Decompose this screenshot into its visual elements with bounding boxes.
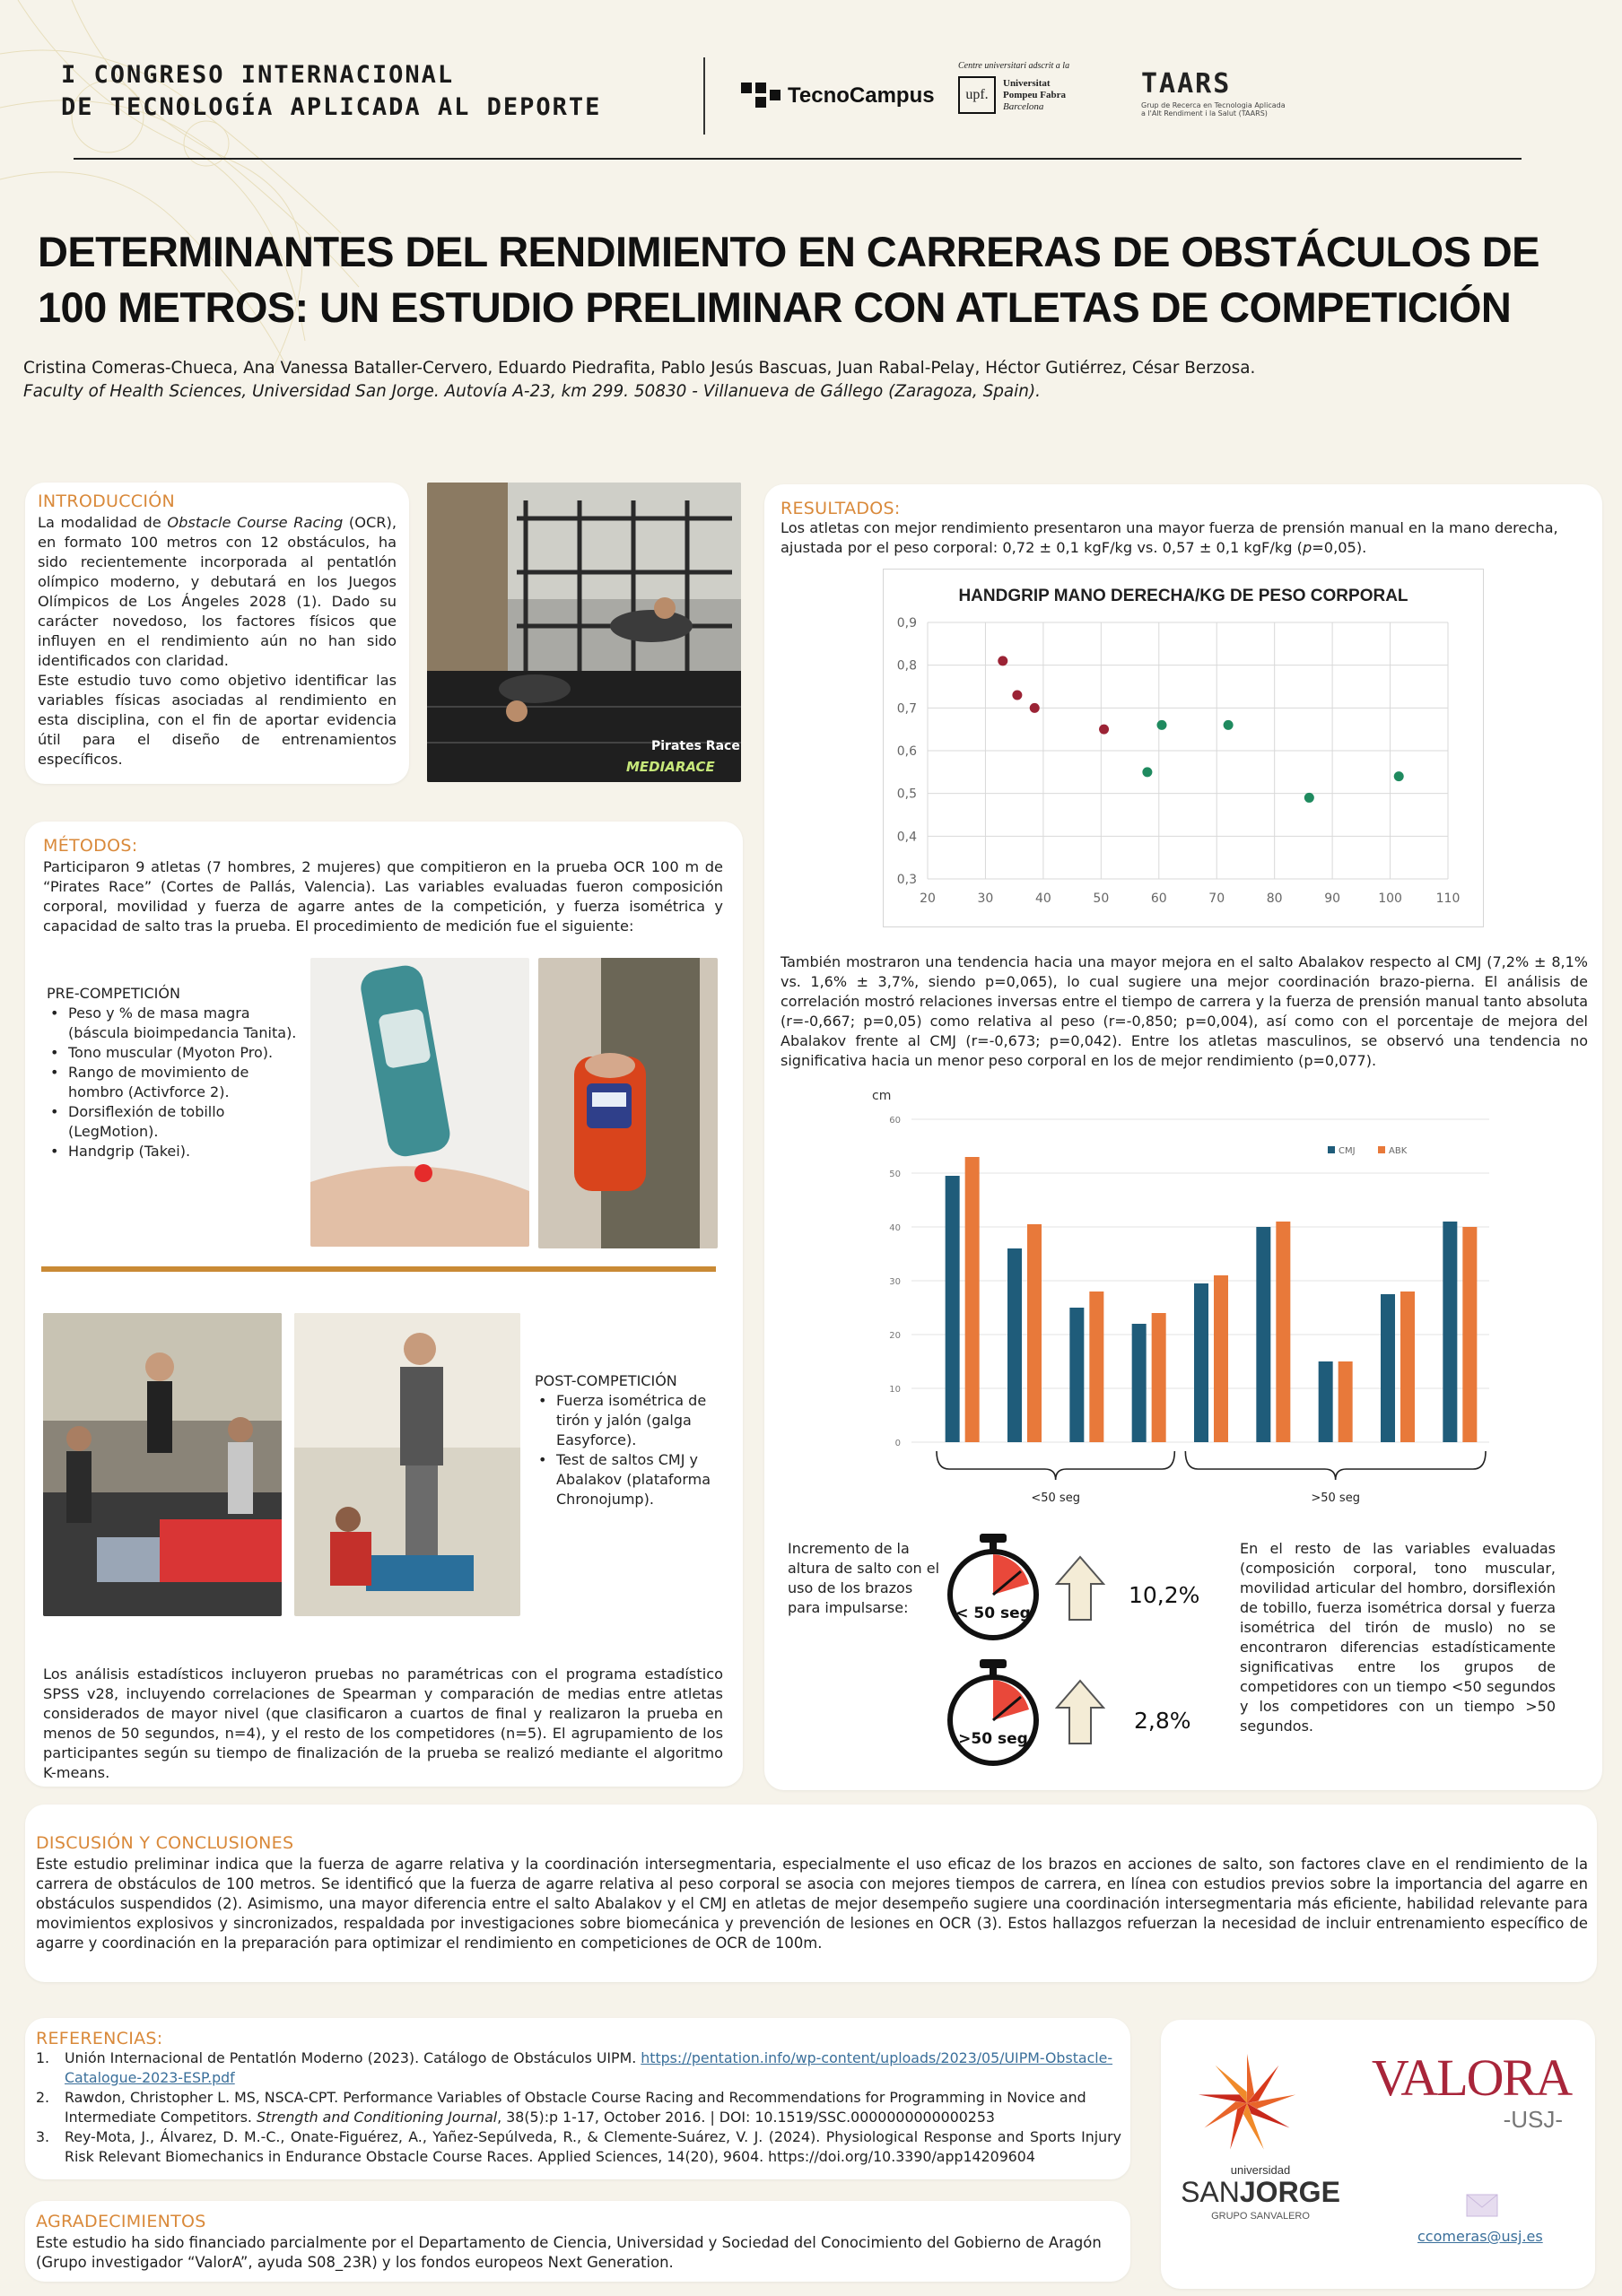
poster-title <box>38 224 1539 335</box>
methods-title: MÉTODOS: <box>43 836 138 856</box>
intro-text <box>38 513 397 770</box>
results-text-2: También mostraron una tendencia hacia una mayor mejora en el salto Abalakov respecto al CMJ (7,2% ± 8,1% vs. 1,6% ± 3,7%, siendo p=0,065), lo cual sugiere una mejor coordinación brazo-pierna. El análisis de correlación mostró relaciones inversas entre el tiempo de carrera y la fuerza de prensión manual tanto absoluta (r=-0,667; p=0,05) como relativa al peso (r=-0,850; p=0,004), así como con el porcentaje de mejora del Abalakov frente al CMJ (r=-0,673; p=0,042). Entre los atletas masculinos, se observó una tendencia no significativa hacia un menor peso corporal en los de mejor rendimiento (p=0,077). <box>780 953 1588 1069</box>
authors: Cristina Comeras-Chueca, Ana Vanessa Bataller-Cervero, Eduardo Piedrafita, Pablo Jesús Bascuas, Juan Rabal-Pelay, Héctor Gutiérrez, César Berzosa. <box>23 359 1256 378</box>
pre-item: • Rango de movimiento de hombro (Activforce 2). <box>47 1063 307 1102</box>
post-item: • Test de saltos CMJ y Abalakov (plataforma Chronojump). <box>535 1450 728 1509</box>
references-list <box>36 2048 1121 2167</box>
ack-title: AGRADECIMIENTOS <box>36 2212 206 2231</box>
reference-1-link[interactable]: https://pentation.info/wp-content/uploads/2023/05/UIPM-Obstacle-Catalogue-2023-ESP.pdf <box>65 2049 1113 2086</box>
pre-item: • Peso y % de masa magra (báscula bioimpedancia Tanita). <box>47 1004 307 1043</box>
timer-under-50 <box>944 1532 1042 1643</box>
scatter-xtick: 20 <box>920 891 936 906</box>
usj-san: SAN <box>1181 2176 1240 2208</box>
handgrip-scatter-chart <box>883 569 1484 927</box>
bar-abk <box>1339 1361 1353 1442</box>
scatter-point <box>1304 793 1314 803</box>
bar-ytick: 30 <box>889 1277 901 1287</box>
title-line-2: 100 METROS: UN ESTUDIO PRELIMINAR CON ATLETAS DE COMPETICIÓN <box>38 283 1512 331</box>
jump-bar-chart <box>867 1082 1498 1512</box>
bar-ytick: 0 <box>894 1439 901 1448</box>
legend-label: CMJ <box>1339 1146 1356 1156</box>
scatter-xtick: 40 <box>1034 891 1051 906</box>
legend-swatch <box>1378 1146 1385 1153</box>
bar-ytick: 20 <box>889 1331 901 1341</box>
timer-over-50 <box>944 1657 1042 1769</box>
photo-badge-mediarace: MEDIARACE <box>626 759 715 775</box>
upf-line-1: Universitat <box>1003 77 1051 89</box>
legend-swatch <box>1328 1146 1335 1153</box>
reference-item: 3. Rey-Mota, J., Álvarez, D. M.-C., Onate-Figuérez, A., Yañez-Sepúlveda, R., & Clemente-Suárez, V. J. (2024). Physiological Response and Sports Injury Risk Relevant Biomechanics in Endurance Obstacle Course Races. Applied Sciences, 14(20), 9604. https://doi.org/10.3390/app14209604 <box>36 2128 1121 2165</box>
bar-abk <box>1462 1227 1477 1442</box>
scatter-ytick: 0,6 <box>896 744 917 759</box>
bar-ytick: 10 <box>889 1385 901 1395</box>
bar-cmj <box>1194 1283 1208 1442</box>
results-title: RESULTADOS: <box>780 499 901 518</box>
upf-logo <box>958 61 1069 114</box>
bar-cmj <box>1443 1222 1457 1442</box>
scatter-ytick: 0,9 <box>896 616 917 631</box>
bar-cmj <box>1381 1294 1395 1442</box>
bar-ytick: 40 <box>889 1223 901 1233</box>
intro-paragraph-1: La modalidad de Obstacle Course Racing (OCR), en formato 100 metros con 12 obstáculos, ha sido recientemente incorporada al pentatlón olímpico moderno, y debutará en los Juegos Olímpicos de Los Ángeles 2028 (1). Dado su carácter novedoso, los factores físicos que influyen en el rendimiento aún no han sido identificados con claridad. <box>38 514 397 669</box>
reference-item: 1. Unión Internacional de Pentatlón Moderno (2023). Catálogo de Obstáculos UIPM. https://pentation.info/wp-content/uploads/2023/05/UIPM-Obstacle-Catalogue-2023-ESP.pdf <box>36 2049 1113 2086</box>
scatter-ytick: 0,8 <box>896 658 917 674</box>
methods-divider <box>41 1266 716 1272</box>
upf-mark: upf. <box>958 76 996 114</box>
scatter-ytick: 0,5 <box>896 787 917 802</box>
discussion-title: DISCUSIÓN Y CONCLUSIONES <box>36 1833 294 1853</box>
scatter-xtick: 100 <box>1378 891 1402 906</box>
group-brace <box>1185 1451 1486 1480</box>
group-label: <50 seg <box>1031 1492 1080 1505</box>
valora-text: VALORA <box>1371 2048 1572 2107</box>
header-rule <box>74 158 1522 160</box>
tecnocampus-text: TecnoCampus <box>788 83 935 108</box>
congress-line-1: I CONGRESO INTERNACIONAL <box>61 61 455 89</box>
bar-abk <box>1089 1292 1103 1442</box>
scatter-title: HANDGRIP MANO DERECHA/KG DE PESO CORPORAL <box>958 587 1408 605</box>
bar-ylabel: cm <box>872 1089 892 1103</box>
post-item: • Fuerza isométrica de tirón y jalón (galga Easyforce). <box>535 1391 728 1450</box>
scatter-point <box>998 656 1007 665</box>
scatter-point <box>1099 725 1109 735</box>
references-title: REFERENCIAS: <box>36 2029 163 2048</box>
email-icon <box>1466 2194 1498 2217</box>
scatter-xtick: 70 <box>1208 891 1225 906</box>
title-line-1: DETERMINANTES DEL RENDIMIENTO EN CARRERAS DE OBSTÁCULOS DE <box>38 228 1539 275</box>
valora-sub: -USJ- <box>1503 2106 1563 2133</box>
taars-sub-2: a l'Alt Rendiment i la Salut (TAARS) <box>1141 109 1268 117</box>
jump-test-photo <box>43 1313 282 1616</box>
congress-title <box>61 59 601 124</box>
scatter-point <box>1394 771 1404 781</box>
handgrip-photo <box>538 958 718 1248</box>
scatter-xtick: 110 <box>1435 891 1461 906</box>
pre-item: • Handgrip (Takei). <box>47 1142 307 1161</box>
bar-abk <box>1152 1313 1166 1442</box>
taars-logo <box>1141 68 1286 117</box>
scatter-ytick: 0,4 <box>896 830 917 845</box>
group-label: >50 seg <box>1311 1492 1360 1505</box>
post-list <box>535 1391 728 1509</box>
tecnocampus-icon <box>741 83 780 109</box>
bar-abk <box>965 1157 980 1442</box>
bar-ytick: 60 <box>889 1116 901 1126</box>
arms-text: Incremento de la altura de salto con el uso de los brazos para impulsarse: <box>788 1540 940 1616</box>
bar-cmj <box>1069 1308 1084 1442</box>
affiliation: Faculty of Health Sciences, Universidad San Jorge. Autovía A-23, km 299. 50830 - Villanueva de Gállego (Zaragoza, Spain). <box>23 382 1041 401</box>
scatter-point <box>1224 720 1234 730</box>
email-link[interactable]: ccomeras@usj.es <box>1417 2228 1543 2245</box>
scatter-xtick: 90 <box>1324 891 1341 906</box>
bar-cmj <box>946 1176 960 1442</box>
pull-test-photo <box>294 1313 520 1616</box>
ack-text: Este estudio ha sido financiado parcialmente por el Departamento de Ciencia, Universidad y Sociedad del Conocimiento del Gobierno de Aragón (Grupo investigador “ValorA”, ayuda S08_23R) y los fondos europeos Next Generation. <box>36 2234 1102 2271</box>
bar-abk <box>1027 1224 1042 1442</box>
pre-list <box>47 1004 307 1161</box>
upf-caption: Centre universitari adscrit a la <box>958 61 1070 71</box>
bar-abk <box>1400 1292 1415 1442</box>
photo-badge-pirates: Pirates Race <box>651 739 740 753</box>
methods-intro: Participaron 9 atletas (7 hombres, 2 mujeres) que compitieron en la prueba OCR 100 m de “Pirates Race” (Cortes de Pallás, Valencia). Las variables evaluadas fueron composición corporal, movilidad y fuerza de agarre antes de la competición, y fuerza isométrica y capacidad de salto tras la prueba. El procedimiento de medición fue el siguiente: <box>43 858 723 935</box>
intro-paragraph-2: Este estudio tuvo como objetivo identificar las variables físicas asociadas al rendimiento en esta disciplina, con el fin de aportar evidencia útil para el diseño de entrenamientos específicos. <box>38 672 397 768</box>
scatter-ytick: 0,3 <box>896 873 917 887</box>
upf-line-3: Barcelona <box>1003 100 1044 112</box>
timer-1-value: 10,2% <box>1129 1582 1200 1608</box>
header-divider-vertical <box>703 57 705 135</box>
bar-cmj <box>1319 1361 1333 1442</box>
bar-cmj <box>1256 1227 1270 1442</box>
scatter-xtick: 50 <box>1093 891 1110 906</box>
pre-title: PRE-COMPETICIÓN <box>47 985 180 1002</box>
scatter-ytick: 0,7 <box>896 701 917 717</box>
bar-abk <box>1214 1275 1228 1442</box>
bar-cmj <box>1132 1324 1147 1442</box>
scatter-point <box>1157 720 1167 730</box>
myoton-photo <box>310 958 529 1247</box>
post-title: POST-COMPETICIÓN <box>535 1372 677 1389</box>
scatter-point <box>1142 767 1152 777</box>
group-brace <box>937 1451 1174 1480</box>
bar-ytick: 50 <box>889 1170 901 1179</box>
pre-item: • Tono muscular (Myoton Pro). <box>47 1043 307 1063</box>
scatter-xtick: 60 <box>1150 891 1167 906</box>
pre-item: • Dorsiflexión de tobillo (LegMotion). <box>47 1102 307 1142</box>
ocr-obstacle-photo <box>427 483 741 782</box>
usj-small: universidad <box>1230 2163 1291 2177</box>
scatter-point <box>1030 703 1040 713</box>
bar-cmj <box>1007 1248 1022 1442</box>
legend-label: ABK <box>1389 1146 1408 1156</box>
pre-competition <box>47 985 307 1161</box>
bar-abk <box>1276 1222 1290 1442</box>
congress-line-2: DE TECNOLOGÍA APLICADA AL DEPORTE <box>61 93 602 121</box>
timer-2-value: 2,8% <box>1134 1708 1191 1734</box>
usj-logo-text <box>1175 2163 1346 2222</box>
results-text-1: Los atletas con mejor rendimiento presentaron una mayor fuerza de prensión manual en la mano derecha, ajustada por el peso corporal: 0,72 ± 0,1 kgF/kg vs. 0,57 ± 0,1 kgF/kg (p=0,05). <box>780 519 1558 556</box>
up-arrow-icon <box>1055 1555 1105 1622</box>
stats-text: Los análisis estadísticos incluyeron pruebas no paramétricas con el programa estadístico SPSS v28, incluyendo correlaciones de Spearman y comparación de medias entre atletas considerados de mayor nivel (que clasificaron a cuartos de final y realizaron la prueba en menos de 50 segundos, n=4), y el resto de los competidores (n=5). El agrupamiento de los participantes según su tiempo de finalización de la prueba se realizó mediante el algoritmo K-means. <box>43 1665 723 1781</box>
scatter-xtick: 30 <box>977 891 994 906</box>
tecnocampus-logo <box>741 83 935 109</box>
usj-jorge: JORGE <box>1239 2176 1340 2208</box>
discussion-text: Este estudio preliminar indica que la fuerza de agarre relativa y la coordinación intersegmentaria, especialmente el uso eficaz de los brazos en acciones de salto, son factores clave en el rendimiento de la carrera de obstáculos de 100 metros. Se identificó que la fuerza de agarre relativa al peso corporal se asocia con mejores tiempos de carrera, en línea con estudios previos sobre la importancia del agarre en obstáculos suspendidos (2). Asimismo, una mayor diferencia entre el salto Abalakov y el CMJ en atletas de mejor desempeño sugiere una coordinación intersegmentaria más eficiente, habilidad relevante para movimientos explosivos y sincronizados, respaldada por investigaciones sobre biomecánica y prevención de lesiones en OCR (3). Estos hallazgos refuerzan la necesidad de incluir entrenamiento específico de agarre y coordinación en la preparación para optimizar el rendimiento en competiciones de OCR de 100m. <box>36 1856 1588 1952</box>
up-arrow-icon <box>1055 1679 1105 1745</box>
usj-star-logo <box>1193 2045 1301 2161</box>
scatter-point <box>1012 691 1022 700</box>
reference-item: 2. Rawdon, Christopher L. MS, NSCA-CPT. Performance Variables of Obstacle Course Racing and Recommendations for Programming in Novice and Intermediate Competitors. Strength and Conditioning Journal, 38(5):p 1-17, October 2016. | DOI: 10.1519/SSC.0000000000000253 <box>36 2089 1086 2126</box>
results-side-text: En el resto de las variables evaluadas (composición corporal, tono muscular, movilidad articular del hombro, dorsiflexión de tobillo, fuerza isométrica dorsal y fuerza isométrica del tirón de muslo) no se encontraron diferencias estadísticamente significativas entre los grupos de competidores con un tiempo <50 segundos y los competidores con un tiempo >50 segundos. <box>1240 1540 1556 1735</box>
upf-line-2: Pompeu Fabra <box>1003 89 1066 100</box>
valora-logo <box>1364 2050 1579 2134</box>
timer-1-label: < 50 seg <box>955 1605 1031 1622</box>
post-competition <box>535 1372 728 1509</box>
scatter-xtick: 80 <box>1266 891 1283 906</box>
taars-text: TAARS <box>1141 68 1232 100</box>
intro-title: INTRODUCCIÓN <box>38 491 176 511</box>
taars-sub-1: Grup de Recerca en Tecnologia Aplicada <box>1141 101 1286 109</box>
timer-2-label: >50 seg <box>958 1730 1028 1748</box>
usj-group: GRUPO SANVALERO <box>1211 2211 1310 2222</box>
